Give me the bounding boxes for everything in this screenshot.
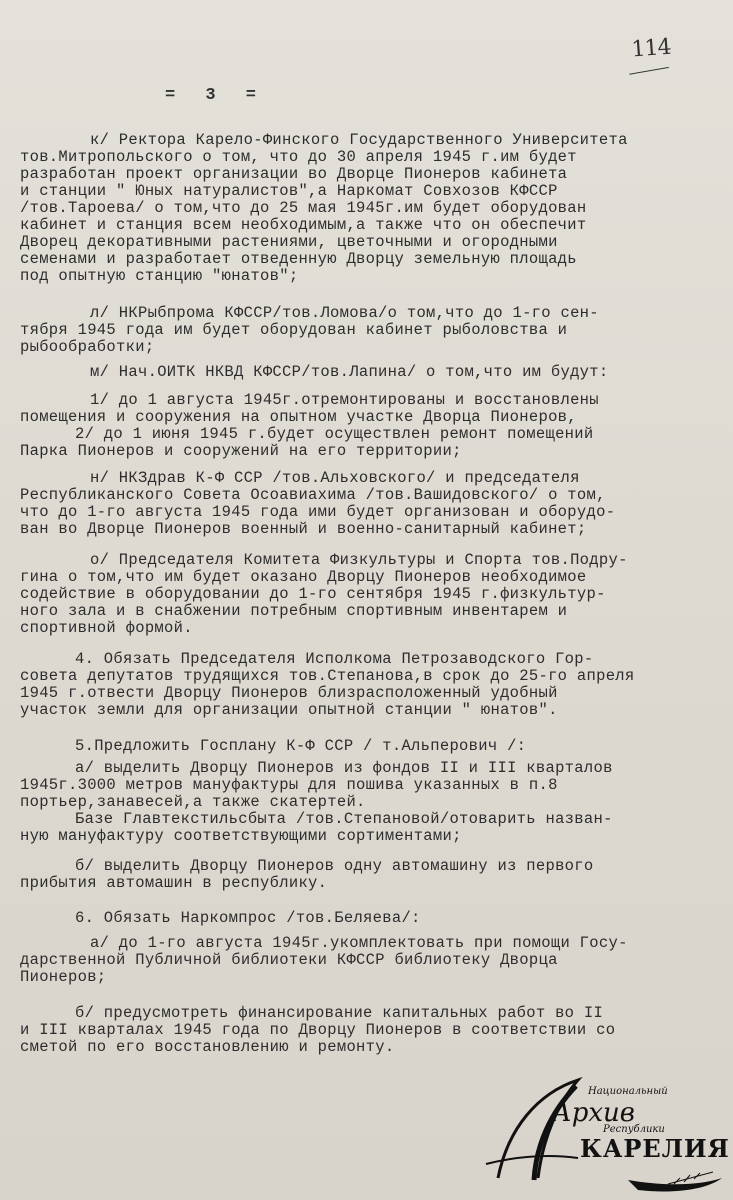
logo-text-karelia: КАРЕЛИЯ [580,1134,730,1163]
text-line: сметой по его восстановлению и ремонту. [20,1038,395,1056]
text-line: гина о том,что им будет оказано Дворцу Пионеров необходимое [20,568,587,586]
text-line: ного зала и в снабжении потребным спортивным инвентарем и [20,602,568,620]
text-line: а/ выделить Дворцу Пионеров из фондов II и III кварталов [75,759,613,777]
handwritten-page-number: 114 [626,28,679,81]
text-line: и III кварталах 1945 года по Дворцу Пионеров в соответствии со [20,1021,616,1039]
text-line: кабинет и станция всем необходимым,а также что он обеспечит [20,216,587,234]
text-line: тября 1945 года им будет оборудован кабинет рыболовства и [20,321,568,339]
text-line: Парка Пионеров и сооружений на его территории; [20,442,462,460]
text-line: к/ Ректора Карело-Финского Государственного Университета [90,131,628,149]
text-line: Дворец декоративными растениями, цветочными и огородными [20,233,558,251]
logo-text-archive: Архив [552,1098,635,1128]
page-header: = 3 = [165,86,267,105]
text-line: а/ до 1-го августа 1945г.укомплектовать при помощи Госу- [90,934,628,952]
text-line: о/ Председателя Комитета Физкультуры и Спорта тов.Подру- [90,551,628,569]
text-line: б/ выделить Дворцу Пионеров одну автомашину из первого [75,857,594,875]
text-line: 1945 г.отвести Дворцу Пионеров близрасположенный удобный [20,684,558,702]
text-line: рыбообработки; [20,338,155,356]
page-number-underline [629,67,669,75]
text-line: дарственной Публичной библиотеки КФССР библиотеку Дворца [20,951,558,969]
text-line: тов.Митропольского о том, что до 30 апреля 1945 г.им будет [20,148,577,166]
text-line: м/ Нач.ОИТК НКВД КФССР/тов.Лапина/ о том,что им будут: [90,363,609,381]
text-line: 1945г.3000 метров мануфактуры для пошива указанных в п.8 [20,776,558,794]
text-line: Республиканского Совета Осоавиахима /тов.Вашидовского/ о том, [20,486,606,504]
text-line: участок земли для организации опытной станции " юнатов". [20,701,558,719]
text-line: под опытную станцию "юнатов"; [20,267,299,285]
text-line: 1/ до 1 августа 1945г.отремонтированы и восстановлены [90,391,599,409]
text-line: б/ предусмотреть финансирование капитальных работ во II [75,1004,604,1022]
text-line: 5.Предложить Госплану К-Ф ССР / т.Альперович /: [75,737,527,755]
text-line: л/ НКРыбпрома КФССР/тов.Ломова/о том,что до 1-го сен- [90,304,599,322]
text-line: спортивной формой. [20,619,193,637]
text-line: и станции " Юных натуралистов",а Наркомат Совхозов КФССР [20,182,558,200]
text-line: прибытия автомашин в республику. [20,874,328,892]
text-line: совета депутатов трудящихся тов.Степанова,в срок до 25-го апреля [20,667,635,685]
text-line: что до 1-го августа 1945 года ими будет организован и оборудо- [20,503,616,521]
text-line: ван во Дворце Пионеров военный и военно-санитарный кабинет; [20,520,587,538]
text-line: содействие в оборудовании до 1-го сентября 1945 г.физкультур- [20,585,606,603]
text-line: ную мануфактуру соответствующими сортиментами; [20,827,462,845]
text-line: разработан проект организации во Дворце Пионеров кабинета [20,165,568,183]
text-line: 6. Обязать Наркомпрос /тов.Беляева/: [75,909,421,927]
text-line: 2/ до 1 июня 1945 г.будет осуществлен ремонт помещений [75,425,594,443]
logo-text-republic: Республики [603,1124,665,1135]
text-line: семенами и разработает отведенную Дворцу земельную площадь [20,250,577,268]
text-line: помещения и сооружения на опытном участке Дворца Пионеров, [20,408,577,426]
text-line: н/ НКЗдрав К-Ф ССР /тов.Альховского/ и председателя [90,469,580,487]
national-archive-karelia-logo [468,1068,730,1198]
text-line: Пионеров; [20,968,107,986]
text-line: портьер,занавесей,а также скатертей. [20,793,366,811]
text-line: /тов.Тароева/ о том,что до 25 мая 1945г.им будет оборудован [20,199,587,217]
logo-text-national: Национальный [588,1086,668,1097]
text-line: 4. Обязать Председателя Исполкома Петрозаводского Гор- [75,650,594,668]
text-line: Базе Главтекстильсбыта /тов.Степановой/отоварить назван- [75,810,613,828]
